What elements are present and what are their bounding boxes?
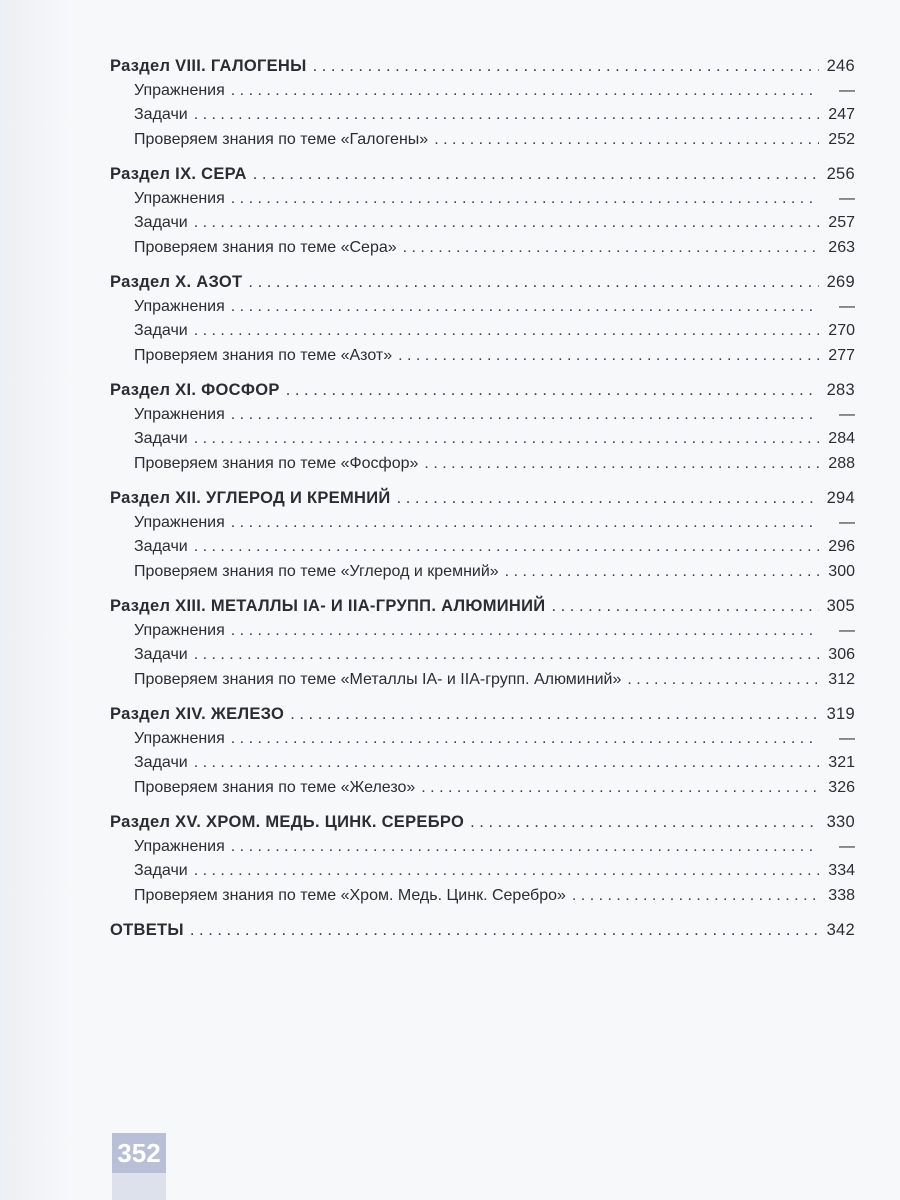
toc-entry-page: 284 — [828, 430, 855, 447]
toc-entry[interactable] — [110, 643, 855, 668]
toc-entry-label: Упражнения — [134, 513, 225, 531]
toc-section — [110, 594, 855, 692]
toc-entry[interactable] — [110, 236, 855, 261]
toc-entry-page: — — [839, 513, 855, 531]
toc-section-page: 330 — [826, 813, 855, 831]
leader-dots — [286, 378, 819, 403]
leader-dots — [424, 452, 819, 477]
leader-dots — [313, 54, 819, 79]
leader-dots — [434, 128, 819, 153]
toc-section-title: Раздел XII. УГЛЕРОД И КРЕМНИЙ — [110, 489, 391, 507]
toc-entry-page: 296 — [828, 538, 855, 555]
toc-entry-label: Упражнения — [134, 189, 225, 207]
toc-entry-page: — — [839, 189, 855, 207]
toc-section — [110, 810, 855, 908]
toc-section-heading[interactable] — [110, 162, 855, 187]
leader-dots — [231, 727, 819, 752]
leader-dots — [290, 702, 819, 727]
leader-dots — [190, 918, 819, 943]
toc-entry-page: 326 — [828, 778, 855, 796]
toc-entry[interactable] — [110, 79, 855, 104]
toc-entry-page: — — [839, 297, 855, 315]
toc-section-title: Раздел XIII. МЕТАЛЛЫ IA- И IIA-ГРУПП. АЛЮМИНИЙ — [110, 597, 546, 615]
toc-entry[interactable] — [110, 128, 855, 153]
leader-dots — [194, 535, 819, 560]
toc-section — [110, 378, 855, 476]
toc-entry-label: Проверяем знания по теме «Хром. Медь. Цинк. Серебро» — [134, 886, 566, 904]
leader-dots — [231, 79, 819, 104]
toc-section-heading[interactable] — [110, 54, 855, 79]
toc-section-page: 246 — [826, 57, 855, 75]
toc-section-page: 319 — [826, 705, 855, 723]
toc-entry-label: Упражнения — [134, 405, 225, 423]
page-edge-shadow — [0, 0, 70, 1200]
toc-entry-label: Задачи — [134, 430, 188, 447]
toc-section-heading[interactable] — [110, 594, 855, 619]
leader-dots — [194, 103, 819, 128]
leader-dots — [397, 486, 819, 511]
leader-dots — [194, 319, 819, 344]
leader-dots — [421, 776, 819, 801]
leader-dots — [248, 270, 819, 295]
toc-entry-label: Задачи — [134, 754, 188, 771]
toc-entry-page: — — [839, 405, 855, 423]
toc-entry-page: 338 — [828, 886, 855, 904]
toc-entry-label: Проверяем знания по теме «Углерод и кремний» — [134, 562, 499, 580]
leader-dots — [231, 619, 819, 644]
toc-entry[interactable] — [110, 535, 855, 560]
toc-entry-label: Задачи — [134, 106, 188, 123]
toc-entry[interactable] — [110, 619, 855, 644]
toc-entry-page: 288 — [828, 454, 855, 472]
toc-entry-page: 257 — [828, 214, 855, 231]
toc-entry-page: — — [839, 621, 855, 639]
toc-entry[interactable] — [110, 211, 855, 236]
toc-entry-label: Задачи — [134, 538, 188, 555]
toc-answers-title: ОТВЕТЫ — [110, 921, 184, 939]
toc-entry-page: — — [839, 837, 855, 855]
toc-entry-page: 270 — [828, 322, 855, 339]
toc-section-title: Раздел X. АЗОТ — [110, 273, 243, 291]
toc-entry-label: Задачи — [134, 214, 188, 231]
toc-entry[interactable] — [110, 511, 855, 536]
toc-entry-label: Проверяем знания по теме «Металлы IA- и IIA-групп. Алюминий» — [134, 670, 622, 688]
toc-entry-label: Проверяем знания по теме «Азот» — [134, 346, 393, 364]
table-of-contents — [110, 54, 855, 943]
toc-entry-page: 306 — [828, 646, 855, 663]
toc-section-heading[interactable] — [110, 486, 855, 511]
leader-dots — [194, 643, 819, 668]
toc-entry[interactable] — [110, 884, 855, 909]
leader-dots — [470, 810, 819, 835]
toc-section-title: Раздел XIV. ЖЕЛЕЗО — [110, 705, 285, 723]
toc-section — [110, 270, 855, 368]
leader-dots — [398, 344, 819, 369]
leader-dots — [194, 211, 819, 236]
toc-entry[interactable] — [110, 295, 855, 320]
leader-dots — [231, 835, 819, 860]
toc-entry-page: 312 — [828, 670, 855, 688]
toc-entry[interactable] — [110, 835, 855, 860]
toc-section-page: 256 — [826, 165, 855, 183]
leader-dots — [253, 162, 819, 187]
leader-dots — [572, 884, 819, 909]
toc-entry-label: Упражнения — [134, 837, 225, 855]
toc-section-page: 283 — [826, 381, 855, 399]
toc-entry[interactable] — [110, 776, 855, 801]
toc-entry[interactable] — [110, 403, 855, 428]
toc-entry-label: Проверяем знания по теме «Железо» — [134, 778, 416, 796]
toc-entry-label: Упражнения — [134, 621, 225, 639]
toc-section-title: Раздел VIII. ГАЛОГЕНЫ — [110, 57, 307, 75]
toc-section-title: Раздел XV. ХРОМ. МЕДЬ. ЦИНК. СЕРЕБРО — [110, 813, 465, 831]
toc-entry-page: 247 — [828, 106, 855, 123]
toc-answers-row[interactable] — [110, 918, 855, 943]
toc-entry-page: 252 — [828, 130, 855, 148]
toc-entry-page: 321 — [828, 754, 855, 771]
toc-section — [110, 162, 855, 260]
toc-section-heading[interactable] — [110, 810, 855, 835]
toc-entry-page: — — [839, 729, 855, 747]
leader-dots — [194, 859, 819, 884]
toc-entry-label: Проверяем знания по теме «Фосфор» — [134, 454, 419, 472]
toc-entry-page: 334 — [828, 862, 855, 879]
page-number-strip — [112, 1173, 166, 1200]
toc-entry-label: Проверяем знания по теме «Сера» — [134, 238, 397, 256]
toc-entry-page: 277 — [828, 346, 855, 364]
toc-section-page: 269 — [826, 273, 855, 291]
toc-entry-label: Проверяем знания по теме «Галогены» — [134, 130, 429, 148]
toc-section-title: Раздел XI. ФОСФОР — [110, 381, 280, 399]
toc-entry-label: Задачи — [134, 646, 188, 663]
toc-entry[interactable] — [110, 751, 855, 776]
toc-section-heading[interactable] — [110, 702, 855, 727]
toc-section-title: Раздел IX. СЕРА — [110, 165, 247, 183]
leader-dots — [403, 236, 819, 261]
toc-section-heading[interactable] — [110, 378, 855, 403]
toc-entry-page: — — [839, 81, 855, 99]
toc-entry-label: Упражнения — [134, 81, 225, 99]
leader-dots — [505, 560, 819, 585]
toc-section — [110, 486, 855, 584]
toc-entry[interactable] — [110, 427, 855, 452]
toc-section-heading[interactable] — [110, 270, 855, 295]
toc-entry[interactable] — [110, 727, 855, 752]
toc-entry[interactable] — [110, 319, 855, 344]
leader-dots — [231, 187, 819, 212]
toc-entry-label: Упражнения — [134, 297, 225, 315]
toc-entry-label: Задачи — [134, 322, 188, 339]
toc-section-page: 305 — [826, 597, 855, 615]
toc-entry[interactable] — [110, 344, 855, 369]
toc-answers-page: 342 — [826, 921, 855, 939]
toc-entry-page: 263 — [828, 238, 855, 256]
leader-dots — [627, 668, 819, 693]
toc-section — [110, 702, 855, 800]
toc-sections — [110, 54, 855, 908]
toc-entry[interactable] — [110, 452, 855, 477]
toc-entry-label: Задачи — [134, 862, 188, 879]
toc-section-page: 294 — [826, 489, 855, 507]
leader-dots — [231, 295, 819, 320]
toc-entry[interactable] — [110, 187, 855, 212]
toc-entry-page: 300 — [828, 562, 855, 580]
leader-dots — [551, 594, 819, 619]
toc-entry[interactable] — [110, 859, 855, 884]
leader-dots — [194, 427, 819, 452]
leader-dots — [231, 403, 819, 428]
leader-dots — [231, 511, 819, 536]
page-number: 352 — [112, 1133, 166, 1173]
toc-entry[interactable] — [110, 668, 855, 693]
leader-dots — [194, 751, 819, 776]
toc-entry-label: Упражнения — [134, 729, 225, 747]
toc-entry[interactable] — [110, 103, 855, 128]
toc-section — [110, 54, 855, 152]
toc-entry[interactable] — [110, 560, 855, 585]
